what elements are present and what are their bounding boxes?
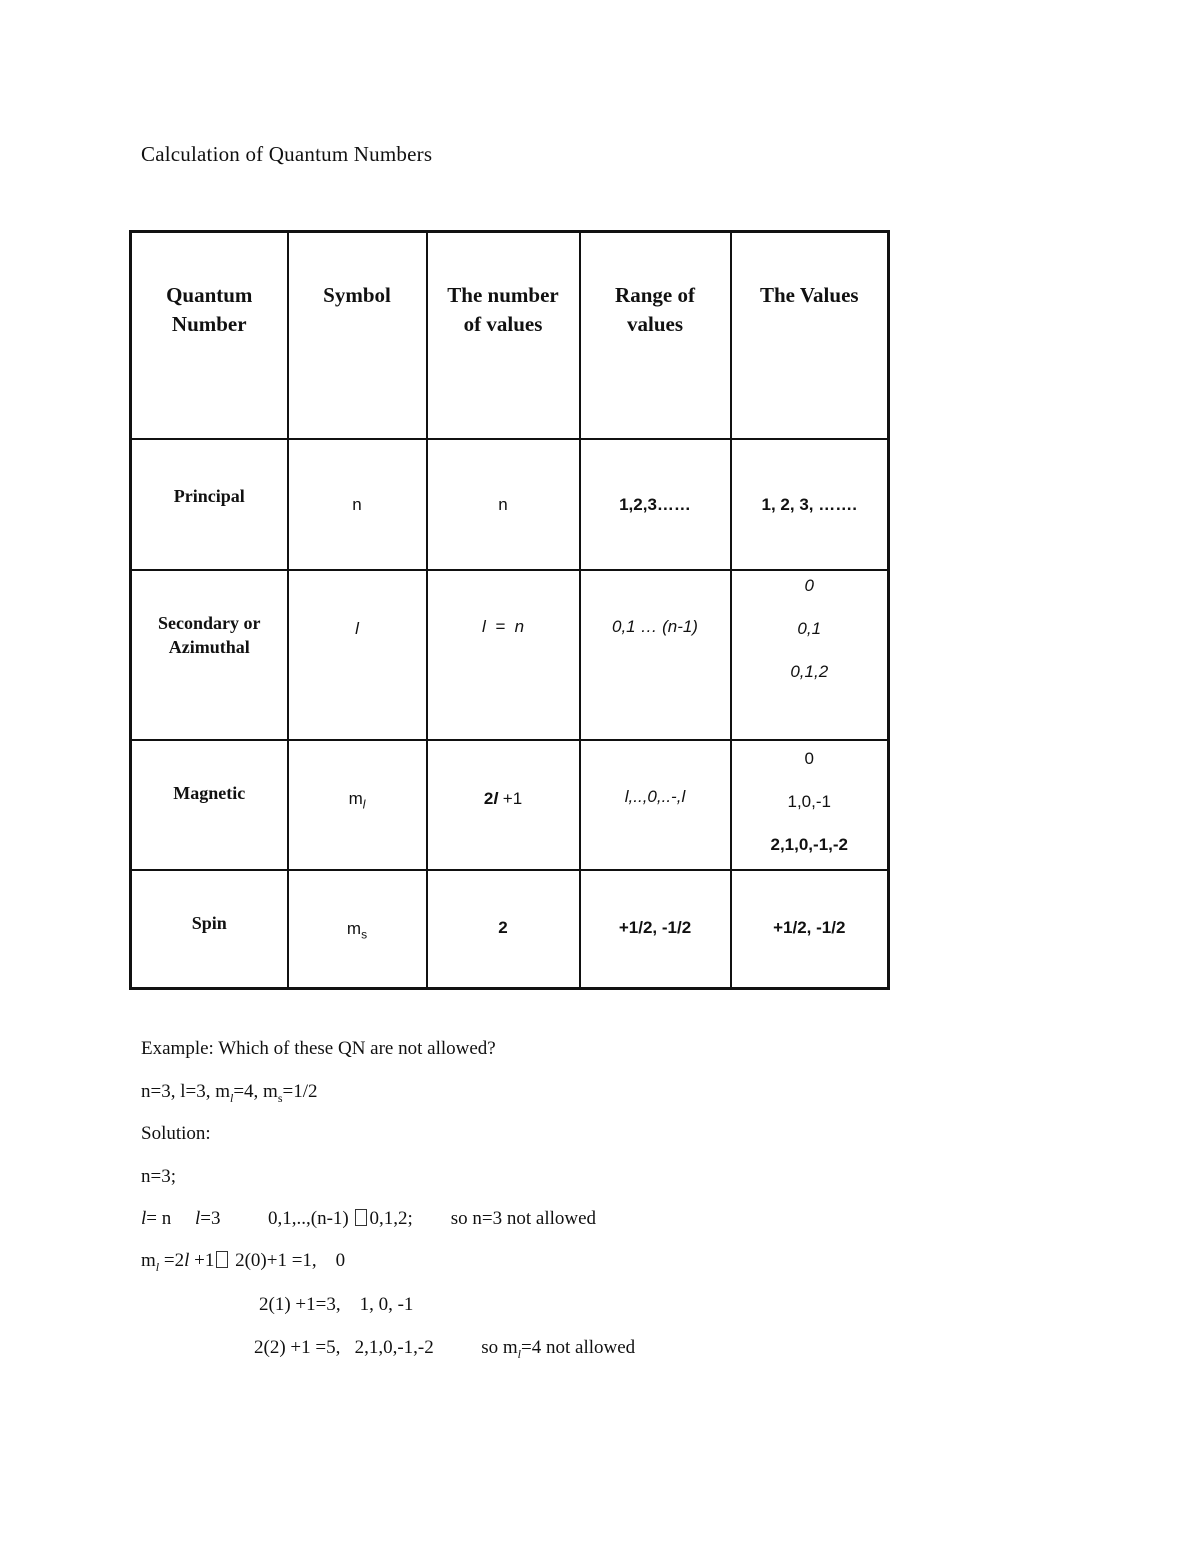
principal-values: 1, 2, 3, …….	[761, 495, 857, 514]
spin-name: Spin	[191, 913, 227, 933]
table-header-row	[131, 232, 889, 440]
magnetic-range: l,..,0,..-,l	[624, 787, 686, 806]
principal-range: 1,2,3……	[619, 495, 691, 514]
magnetic-count: 2l +1	[483, 789, 523, 808]
table-row-spin	[131, 870, 889, 989]
solution-ml-line-2: 2(1) +1=3, 1, 0, -1	[259, 1294, 414, 1315]
solution-n-line: n=3;	[141, 1166, 176, 1187]
missing-glyph-icon	[216, 1251, 228, 1268]
header-quantum-number: Quantum Number	[131, 232, 288, 440]
spin-count: 2	[498, 918, 508, 937]
solution-ml-line-1: $m_l =2l +1$ 2(0)+1 =1, 0	[141, 1250, 346, 1274]
solution-l-line: l= n l=3 0,1,..,(n-1) 0,1,2; so n=3 not allowed	[141, 1208, 597, 1229]
header-range-of-values: Range of values	[580, 232, 731, 440]
spin-values: +1/2, -1/2	[773, 918, 846, 937]
magnetic-symbol: $m_l$	[348, 789, 366, 812]
secondary-name: Secondary or Azimuthal	[158, 613, 261, 657]
solution-label: Solution:	[141, 1123, 211, 1144]
magnetic-values: 0 1,0,-1 2,1,0,-1,-2	[770, 749, 848, 854]
magnetic-name: Magnetic	[173, 783, 246, 803]
page-title: Calculation of Quantum Numbers	[141, 142, 433, 166]
principal-count: n	[498, 495, 508, 514]
quantum-numbers-table	[129, 230, 890, 990]
example-given: n=3, l=3, $m_l=4$, $m_s=1/2$	[141, 1081, 318, 1105]
principal-name: Principal	[173, 485, 245, 506]
solution-ml-line-3: 2(2) +1 =5, 2,1,0,-1,-2 so $m_l=4$ not allowed	[254, 1337, 636, 1361]
table-row-magnetic	[131, 740, 889, 870]
header-symbol: Symbol	[288, 232, 427, 440]
header-number-of-values: The number of values	[427, 232, 580, 440]
secondary-range: 0,1 … (n-1)	[612, 617, 698, 636]
table-row-principal	[131, 439, 889, 570]
secondary-values: 0 0,1 0,1,2	[790, 576, 829, 681]
table-row-secondary	[131, 570, 889, 740]
example-question: Example: Which of these QN are not allowed?	[141, 1038, 496, 1059]
spin-symbol: $m_s$	[346, 919, 368, 942]
header-the-values: The Values	[731, 232, 889, 440]
missing-glyph-icon	[355, 1209, 367, 1226]
spin-range: +1/2, -1/2	[618, 918, 692, 937]
principal-symbol: n	[352, 495, 362, 514]
secondary-symbol: l	[355, 619, 359, 638]
secondary-count: l = n	[481, 617, 525, 636]
